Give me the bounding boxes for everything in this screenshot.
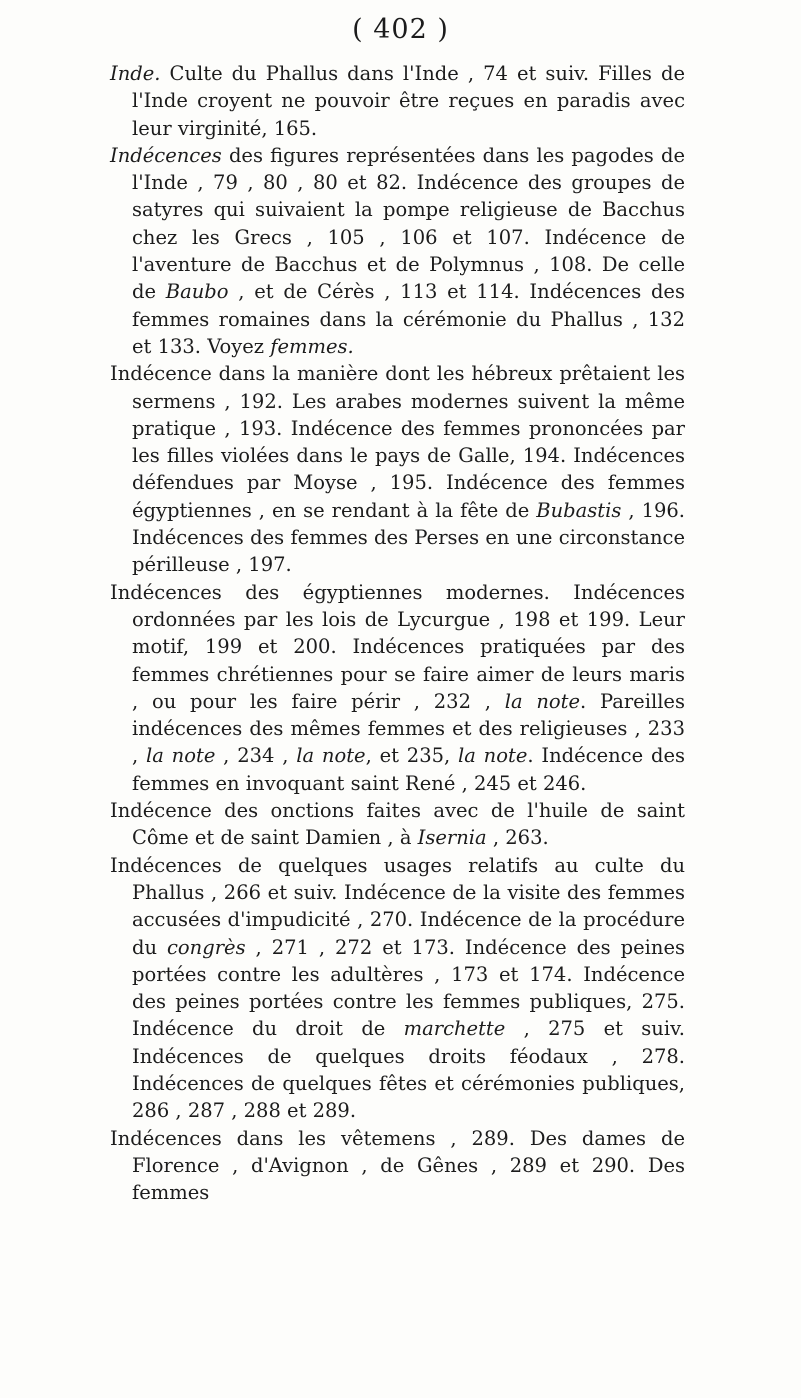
entry-italic-term: Baubo: [165, 280, 229, 304]
entry-body: Culte du Phallus dans l'Inde , 74 et suiv. Filles de l'Inde croyent ne pouvoir être reçues en paradis avec leur virginité, 165.: [132, 62, 685, 140]
entry-body: . Pareilles indécences des mêmes femmes et des religieuses , 233 ,: [132, 689, 685, 768]
entry-body: , 271 , 272 et 173. Indécence des peines portées contre les adultères , 173 et 174. Indécence des peines portées contre les femmes publiques, 275. Indécence du droit de: [132, 935, 685, 1041]
entry-body: Indécences de quelques usages relatifs au culte du Phallus , 266 et suiv. Indécence de la visite des femmes accusées d'impudicité , 270. Indécence de la procédure du: [110, 853, 685, 959]
entry-note-ref: la note: [458, 744, 528, 768]
index-entry-indecences-usages: [110, 852, 685, 1125]
entry-head: Inde.: [110, 62, 161, 85]
entry-note-ref: la note: [504, 689, 581, 713]
entry-body: Indécence des onctions faites avec de l'huile de saint Côme et de saint Damien , à: [110, 799, 685, 850]
entry-body: Indécences des égyptiennes modernes. Indécences ordonnées par les lois de Lycurgue , 198 et 199. Leur motif, 199 et 200. Indécences pratiquées par des femmes chrétiennes pour se faire aimer de leurs maris , ou pour les faire périr , 232 ,: [110, 580, 685, 713]
entry-italic-term: congrès: [167, 935, 246, 959]
entry-body: , 263.: [486, 826, 549, 850]
index-entry-indecences-egyptiennes: [110, 579, 685, 797]
entry-body: , et de Cérès , 113 et 114. Indécences des femmes romaines dans la cérémonie du Phallus , 132 et 133. Voyez: [132, 280, 685, 358]
entry-italic-term: Isernia: [417, 826, 487, 850]
entry-body: , 234 ,: [215, 744, 297, 768]
entry-body: . Indécence des femmes en invoquant saint René , 245 et 246.: [132, 744, 685, 795]
entry-note-ref: la note: [296, 744, 366, 768]
index-entry-indecence-hebreux: [110, 360, 685, 578]
entry-cross-reference: femmes.: [270, 334, 354, 358]
entry-italic-term: marchette: [403, 1017, 506, 1041]
page-number: ( 402 ): [352, 14, 449, 45]
entry-note-ref: la note: [146, 744, 216, 768]
index-entry-indecence-onctions: [110, 797, 685, 852]
entry-body: des figures représentées dans les pagodes de l'Inde , 79 , 80 , 80 et 82. Indécence des groupes de satyres qui suivaient la pompe religieuse de Bacchus chez les Grecs , 105 , 106 et 107. Indécence de l'aventure de Bacchus et de Polymnus , 108. De celle de: [132, 143, 685, 304]
entry-body: Indécences dans les vêtemens , 289. Des dames de Florence , d'Avignon , de Gênes , 289 et 290. Des femmes: [110, 1126, 685, 1205]
entry-italic-term: Bubastis: [536, 498, 622, 522]
index-entry-indecences-vetemens: [110, 1125, 685, 1207]
index-entry-inde: [110, 60, 685, 142]
entry-body: , et 235,: [365, 744, 459, 768]
entry-body: Indécence dans la manière dont les hébreux prêtaient les sermens , 192. Les arabes modernes suivent la même pratique , 193. Indécence des femmes prononcées par les filles violées dans le pays de Galle, 194. Indécences défendues par Moyse , 195. Indécence des femmes égyptiennes , en se rendant à la fête de: [110, 362, 685, 522]
index-text: [110, 60, 685, 1206]
entry-body: , 275 et suiv. Indécences de quelques droits féodaux , 278. Indécences de quelques fêtes et cérémonies publiques, 286 , 287 , 288 et 289.: [132, 1017, 685, 1123]
entry-head: Indécences: [110, 143, 222, 167]
index-entry-indecences: [110, 142, 685, 360]
entry-body: , 196. Indécences des femmes des Perses en une circonstance périlleuse , 197.: [132, 498, 686, 577]
